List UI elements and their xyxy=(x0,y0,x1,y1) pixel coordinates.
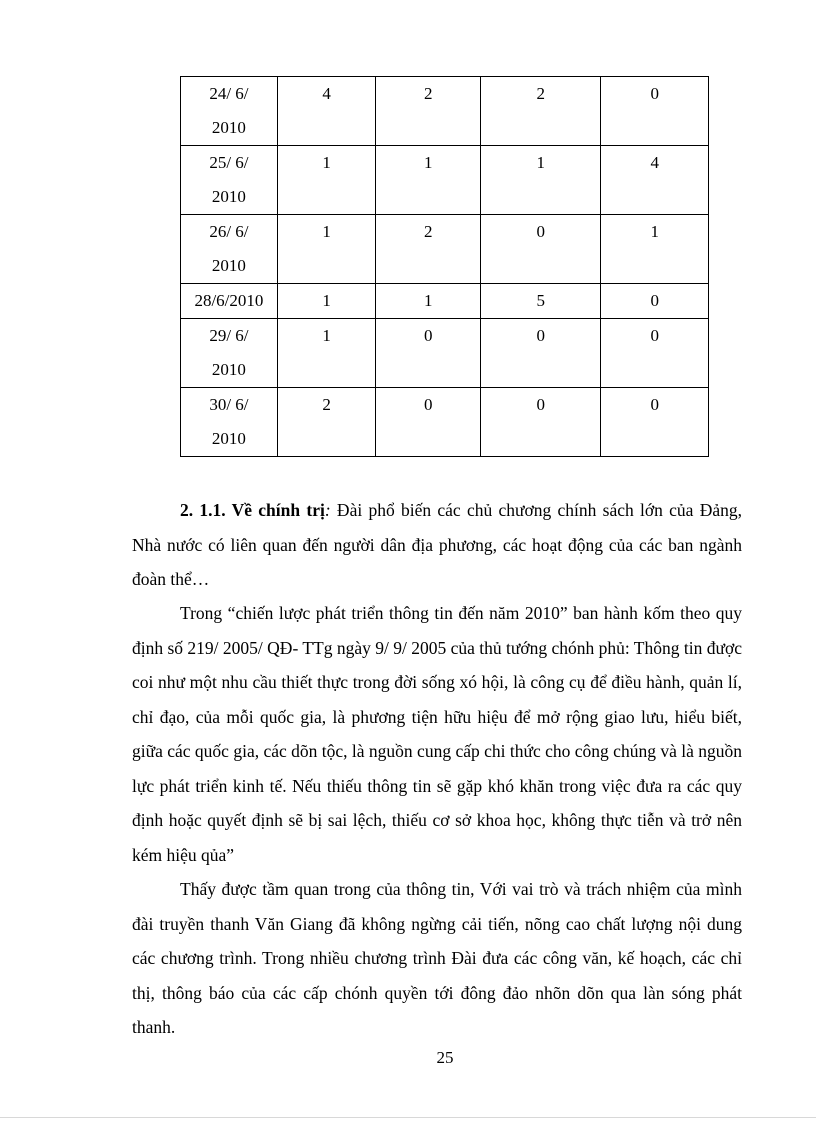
date-line-1: 26/ 6/ xyxy=(209,222,249,241)
table-row xyxy=(181,215,709,284)
date-line-2: 2010 xyxy=(211,256,246,275)
value-cell: 2 xyxy=(277,388,376,457)
value-cell: 0 xyxy=(376,319,481,388)
table-row xyxy=(181,388,709,457)
value-cell: 1 xyxy=(376,146,481,215)
value-cell: 2 xyxy=(480,77,600,146)
table-row xyxy=(181,284,709,319)
table-row xyxy=(181,146,709,215)
date-line-1: 28/6/2010 xyxy=(194,291,264,310)
section-paragraph-1 xyxy=(132,493,742,597)
value-cell: 0 xyxy=(480,215,600,284)
date-line-2: 2010 xyxy=(211,360,246,379)
section-heading: 2. 1.1. Về chính trị xyxy=(180,500,325,520)
value-cell: 0 xyxy=(480,319,600,388)
date-line-2: 2010 xyxy=(211,429,246,448)
value-cell: 5 xyxy=(480,284,600,319)
table-row xyxy=(181,77,709,146)
date-line-1: 25/ 6/ xyxy=(209,153,249,172)
value-cell: 1 xyxy=(277,319,376,388)
date-line-2: 2010 xyxy=(211,187,246,206)
date-cell xyxy=(181,319,278,388)
value-cell: 0 xyxy=(601,388,709,457)
value-cell: 0 xyxy=(480,388,600,457)
date-cell xyxy=(181,146,278,215)
date-line-1: 24/ 6/ xyxy=(209,84,249,103)
date-line-1: 29/ 6/ xyxy=(209,326,249,345)
value-cell: 1 xyxy=(277,215,376,284)
date-cell xyxy=(181,77,278,146)
statistics-table xyxy=(180,76,709,457)
value-cell: 4 xyxy=(277,77,376,146)
bottom-divider xyxy=(0,1117,816,1118)
value-cell: 2 xyxy=(376,77,481,146)
value-cell: 0 xyxy=(601,284,709,319)
date-cell xyxy=(181,388,278,457)
date-line-1: 30/ 6/ xyxy=(209,395,249,414)
table-row xyxy=(181,319,709,388)
value-cell: 1 xyxy=(480,146,600,215)
date-line-2: 2010 xyxy=(211,118,246,137)
page-number: 25 xyxy=(436,1048,454,1067)
section-heading-colon: : xyxy=(324,500,331,520)
paragraph-strategy: Trong “chiến lược phát triển thông tin đến năm 2010” ban hành kốm theo quy định số 219/ 2005/ QĐ- TTg ngày 9/ 9/ 2005 của thủ tướng chónh phủ: Thông tin được coi như một nhu cầu thiết thực trong đời sống xó hội, là công cụ để điều hành, quản lí, chỉ đạo, của mỗi quốc gia, là phương tiện hữu hiệu để mở rộng giao lưu, hiểu biết, giữa các quốc gia, các dõn tộc, là nguồn cung cấp chi thức cho công chúng và là nguồn lực phát triển kinh tế. Nếu thiếu thông tin sẽ gặp khó khăn trong việc đưa ra các quy định hoặc quyết định sẽ bị sai lệch, thiếu cơ sở khoa học, không thực tiễn và trở nên kém hiệu qủa” xyxy=(132,603,742,865)
value-cell: 0 xyxy=(376,388,481,457)
value-cell: 2 xyxy=(376,215,481,284)
section-paragraph-2 xyxy=(132,596,742,872)
value-cell: 0 xyxy=(601,77,709,146)
value-cell: 1 xyxy=(376,284,481,319)
paragraph-importance: Thấy được tầm quan trong của thông tin, Với vai trò và trách nhiệm của mình đài truyền thanh Văn Giang đã không ngừng cải tiến, nõng cao chất lượng nội dung các chương trình. Trong nhiều chương trình Đài đưa các công văn, kế hoạch, các chỉ thị, thông báo của các cấp chónh quyền tới đông đảo nhõn dõn qua làn sóng phát thanh. xyxy=(132,879,742,1037)
paragraph-politics xyxy=(132,493,742,597)
value-cell: 1 xyxy=(277,284,376,319)
value-cell: 4 xyxy=(601,146,709,215)
value-cell: 1 xyxy=(601,215,709,284)
date-cell xyxy=(181,215,278,284)
section-paragraph-3 xyxy=(132,872,742,1045)
value-cell: 0 xyxy=(601,319,709,388)
date-cell xyxy=(181,284,278,319)
paragraph-politics-text: Đài phổ biến các chủ chương chính sách lớn của Đảng, Nhà nước có liên quan đến người dân địa phương, các hoạt động của các ban ngành đoàn thể… xyxy=(132,500,742,589)
value-cell: 1 xyxy=(277,146,376,215)
